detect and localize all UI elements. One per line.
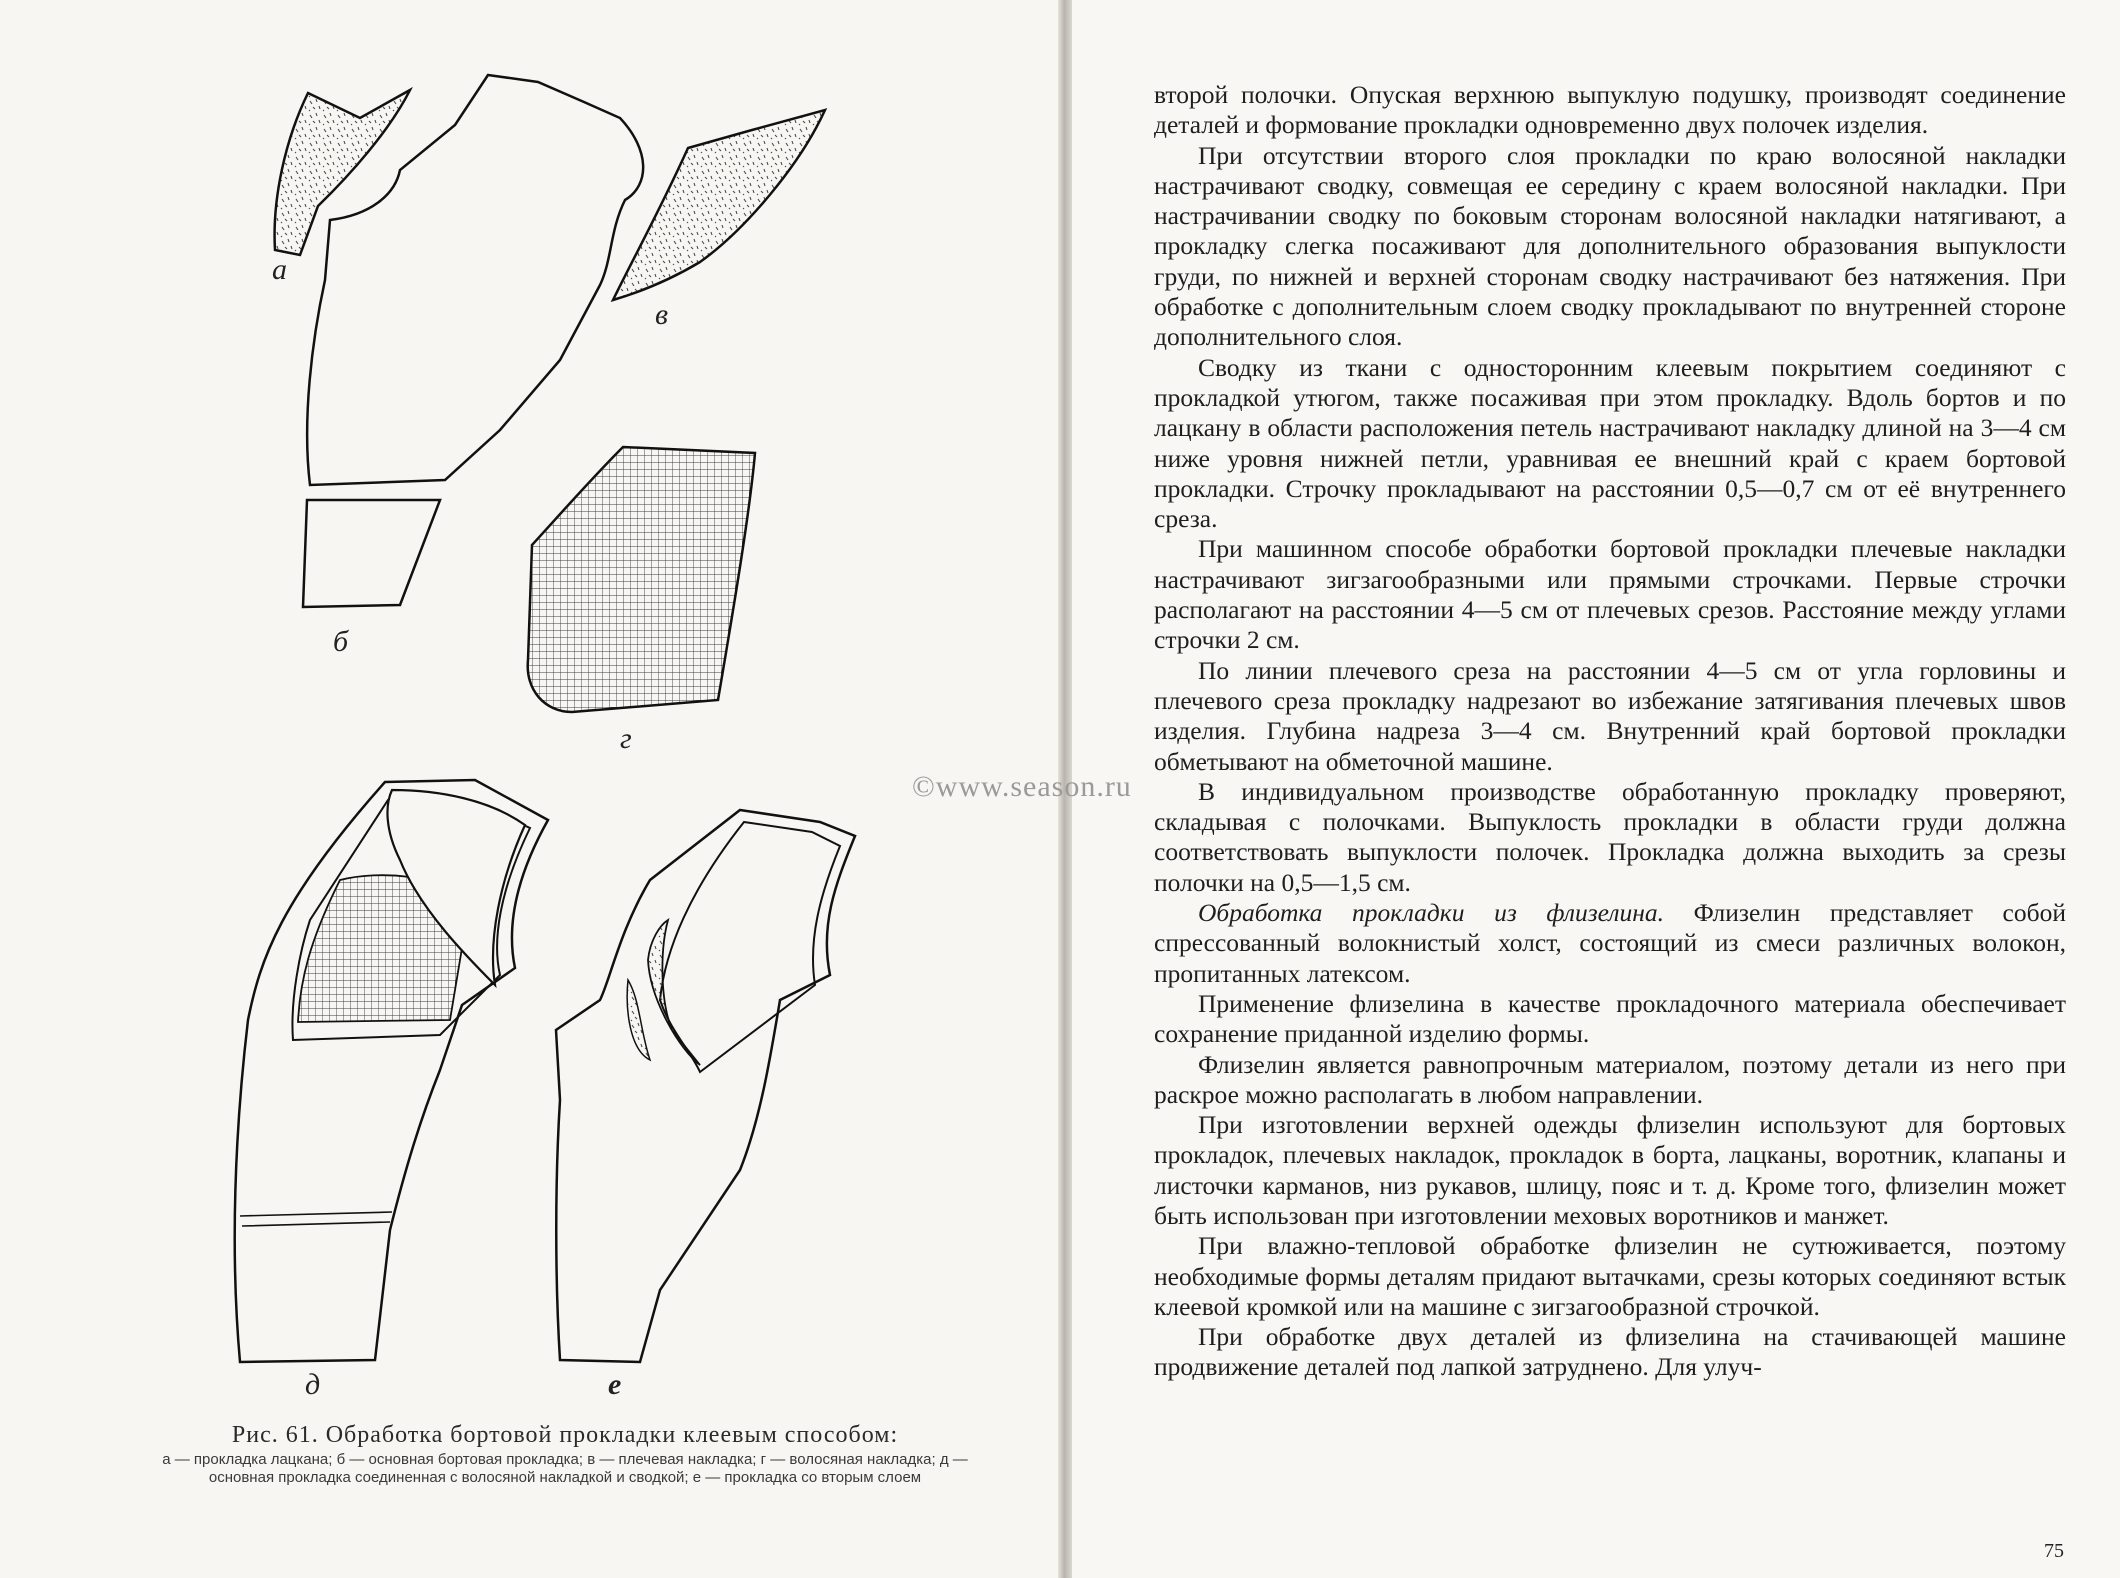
figure-61 [0, 0, 1058, 1578]
paragraph: При машинном способе обработки бортовой прокладки плечевые накладки настрачивают зигзагообразными или прямыми строчками. Первые строчки располагают на расстоянии 4—5 см от плечевых срезов. Расстояние между углами строчки 2 см. [1154, 534, 2066, 655]
paragraph: второй полочки. Опуская верхнюю выпуклую подушку, производят соединение деталей и формование прокладки одновременно двух полочек изделия. [1154, 80, 2066, 140]
paragraph: При изготовлении верхней одежды флизелин используют для бортовых прокладок, плечевых накладок, прокладок в борта, лацканы, воротник, клапаны и листочки карманов, низ рукавов, шлицу, пояс и т. д. Кроме того, флизелин может быть использован при изготовлении меховых воротников и манжет. [1154, 1110, 2066, 1230]
caption-title: Рис. 61. Обработка бортовой прокладки клеевым способом: [231, 1422, 899, 1448]
section-heading: Обработка прокладки из флизелина. [1198, 898, 1665, 928]
paragraph: Флизелин является равнопрочным материалом, поэтому детали из него при раскрое можно располагать в любом направлении. [1154, 1049, 2066, 1109]
label-g: г [620, 722, 632, 755]
figure-drawing [0, 0, 1058, 1578]
part-g-haircloth [528, 447, 755, 712]
label-d: д [305, 1368, 321, 1401]
label-b: б [333, 625, 349, 658]
paragraph: При обработке двух деталей из флизелина на стачивающей машине продвижение деталей под лапкой затруднено. Для улуч- [1154, 1322, 2066, 1382]
part-a-lapel-interfacing [275, 90, 410, 255]
paragraph: По линии плечевого среза на расстоянии 4—5 см от угла горловины и плечевого среза прокладку надрезают во избежание затягивания плечевых швов изделия. Глубина надреза 3—4 см. Внутренний край бортовой прокладки обметывают на обметочной машине. [1154, 655, 2066, 776]
paragraph: Применение флизелина в качестве прокладочного материала обеспечивает сохранение приданной изделию формы. [1154, 988, 2066, 1049]
watermark: ©www.season.ru [912, 770, 1132, 803]
paragraph [1154, 898, 2066, 989]
paragraph-text: Флизелин представляет собой спрессованный волокнистый холст, состоящий из смеси различных волокон, пропитанных латексом. [1154, 898, 2066, 988]
part-e-second-layer [556, 810, 855, 1362]
body-text [1154, 80, 2066, 1383]
paragraph: При влажно-тепловой обработке флизелин не сутюживается, поэтому необходимые формы деталям придают вытачками, срезы которых соединяют встык клеевой кромкой или на машине с зигзагообразной строчкой. [1154, 1231, 2066, 1321]
part-d-assembled [235, 780, 548, 1362]
page-number: 75 [2044, 1540, 2064, 1562]
label-a: а [272, 253, 287, 286]
label-e: е [608, 1368, 622, 1401]
paragraph: При отсутствии второго слоя прокладки по краю волосяной накладки настрачивают сводку, совмещая ее середину с краем волосяной накладки. При настрачивании сводку по боковым сторонам волосяной накладки натягивают, а прокладку слегка посаживают для дополнительного образования выпуклости груди, по нижней и верхней сторонам сводку настрачивают без натяжения. При обработке с дополнительным слоем сводку прокладывают по внутренней стороне дополнительного слоя. [1154, 140, 2066, 352]
caption-body: а — прокладка лацкана; б — основная бортовая прокладка; в — плечевая накладка; г — волосяная накладка; д — основная прокладка соединенная с волосяной накладкой и сводкой; е — прокладка со вторым слоем [162, 1451, 968, 1486]
paragraph: В индивидуальном производстве обработанную прокладку проверяют, складывая с полочками. Выпуклость прокладки в области груди должна соответствовать выпуклости полочек. Прокладка должна выходить за срезы полочки на 0,5—1,5 см. [1154, 776, 2066, 897]
figure-caption [150, 1422, 980, 1487]
part-v-shoulder-pad [613, 110, 825, 300]
label-v: в [655, 298, 669, 331]
paragraph: Сводку из ткани с односторонним клеевым покрытием соединяют с прокладкой утюгом, также посаживая при этом прокладку. Вдоль бортов и по лацкану в области расположения петель настрачивают накладку длиной на 3—4 см ниже уровня нижней петли, уравнивая ее внешний край с краем бортовой прокладки. Строчку прокладывают на расстоянии 0,5—0,7 см от её внутреннего среза. [1154, 352, 2066, 534]
